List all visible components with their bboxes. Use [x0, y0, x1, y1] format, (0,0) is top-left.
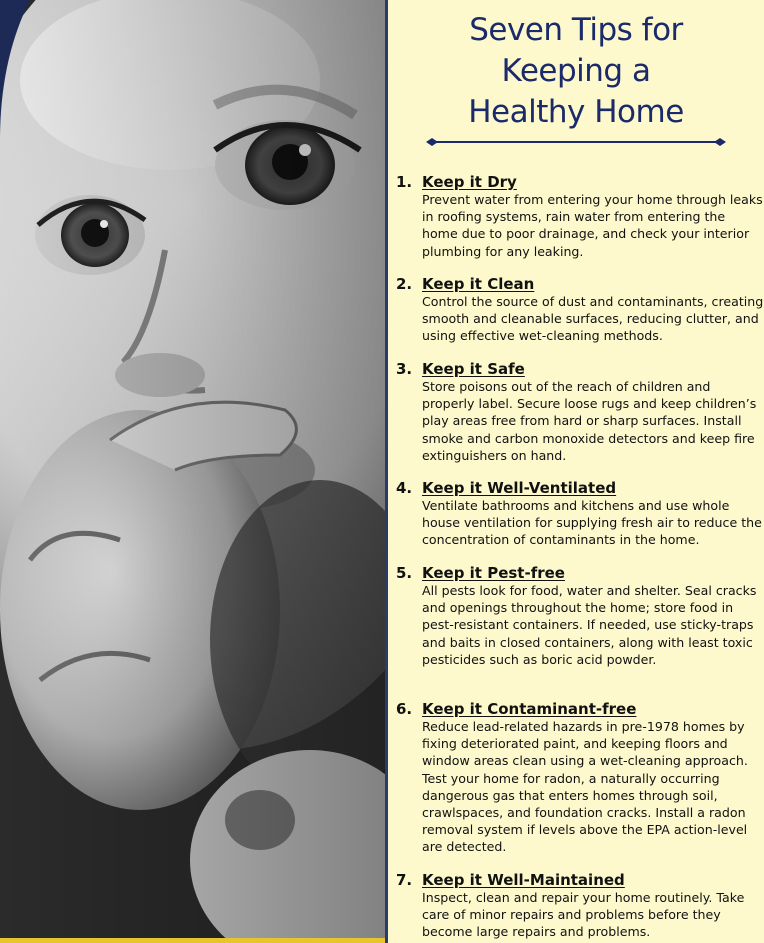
tip-text: Reduce lead-related hazards in pre-1978 homes by fixing deteriorated paint, and keeping floors and window areas clean using a wet-cleaning approach. Test your home for radon, a naturally occurring dangerous gas that enters homes through soil, crawlspaces, and foundation cracks. Install a radon removal system if levels above the EPA action-level are detected. [422, 719, 748, 855]
tip-number: 5. [396, 564, 413, 582]
tip-number: 4. [396, 479, 413, 497]
tip-heading: Keep it Safe [422, 360, 525, 378]
tip-text: Ventilate bathrooms and kitchens and use whole house ventilation for supplying fresh air to reduce the concentration of contaminants in the home. [422, 498, 762, 548]
title-line-1: Seven Tips for [469, 12, 683, 48]
title-line-3: Healthy Home [468, 94, 684, 130]
tip-number: 6. [396, 700, 413, 718]
tip-text: Control the source of dust and contaminants, creating smooth and cleanable surfaces, reducing clutter, and using effective wet-cleaning methods. [422, 294, 764, 344]
tip-heading: Keep it Well-Maintained [422, 871, 625, 889]
tip-text: Store poisons out of the reach of children and properly label. Secure loose rugs and keep children’s play areas free from hard or sharp surfaces. Install smoke and carbon monoxide detectors and keep fire extinguishers on hand. [422, 379, 757, 463]
tip-number: 1. [396, 173, 413, 191]
tip-heading: Keep it Well-Ventilated [422, 479, 617, 497]
tip-number: 3. [396, 360, 413, 378]
tip-heading: Keep it Dry [422, 173, 517, 191]
tip-number: 7. [396, 871, 413, 889]
tips-column [388, 0, 764, 943]
tip-heading: Keep it Contaminant-free [422, 700, 637, 718]
tip-text: Prevent water from entering your home through leaks in roofing systems, rain water from entering the home due to poor drainage, and check your interior plumbing for any leaking. [422, 192, 763, 259]
diamond-rule-ornament [426, 137, 726, 147]
tip-text: All pests look for food, water and shelter. Seal cracks and openings throughout the home; store food in pest-resistant containers. If needed, use sticky-traps and baits in closed containers, along with least toxic pesticides such as boric acid powder. [422, 583, 757, 667]
page-title [388, 10, 764, 133]
tip-heading: Keep it Clean [422, 275, 535, 293]
title-line-2: Keeping a [501, 53, 651, 89]
tip-text: Inspect, clean and repair your home routinely. Take care of minor repairs and problems before they become large repairs and problems. [422, 890, 745, 940]
tip-number: 2. [396, 275, 413, 293]
tip-heading: Keep it Pest-free [422, 564, 565, 582]
bottom-stripe [0, 938, 385, 943]
